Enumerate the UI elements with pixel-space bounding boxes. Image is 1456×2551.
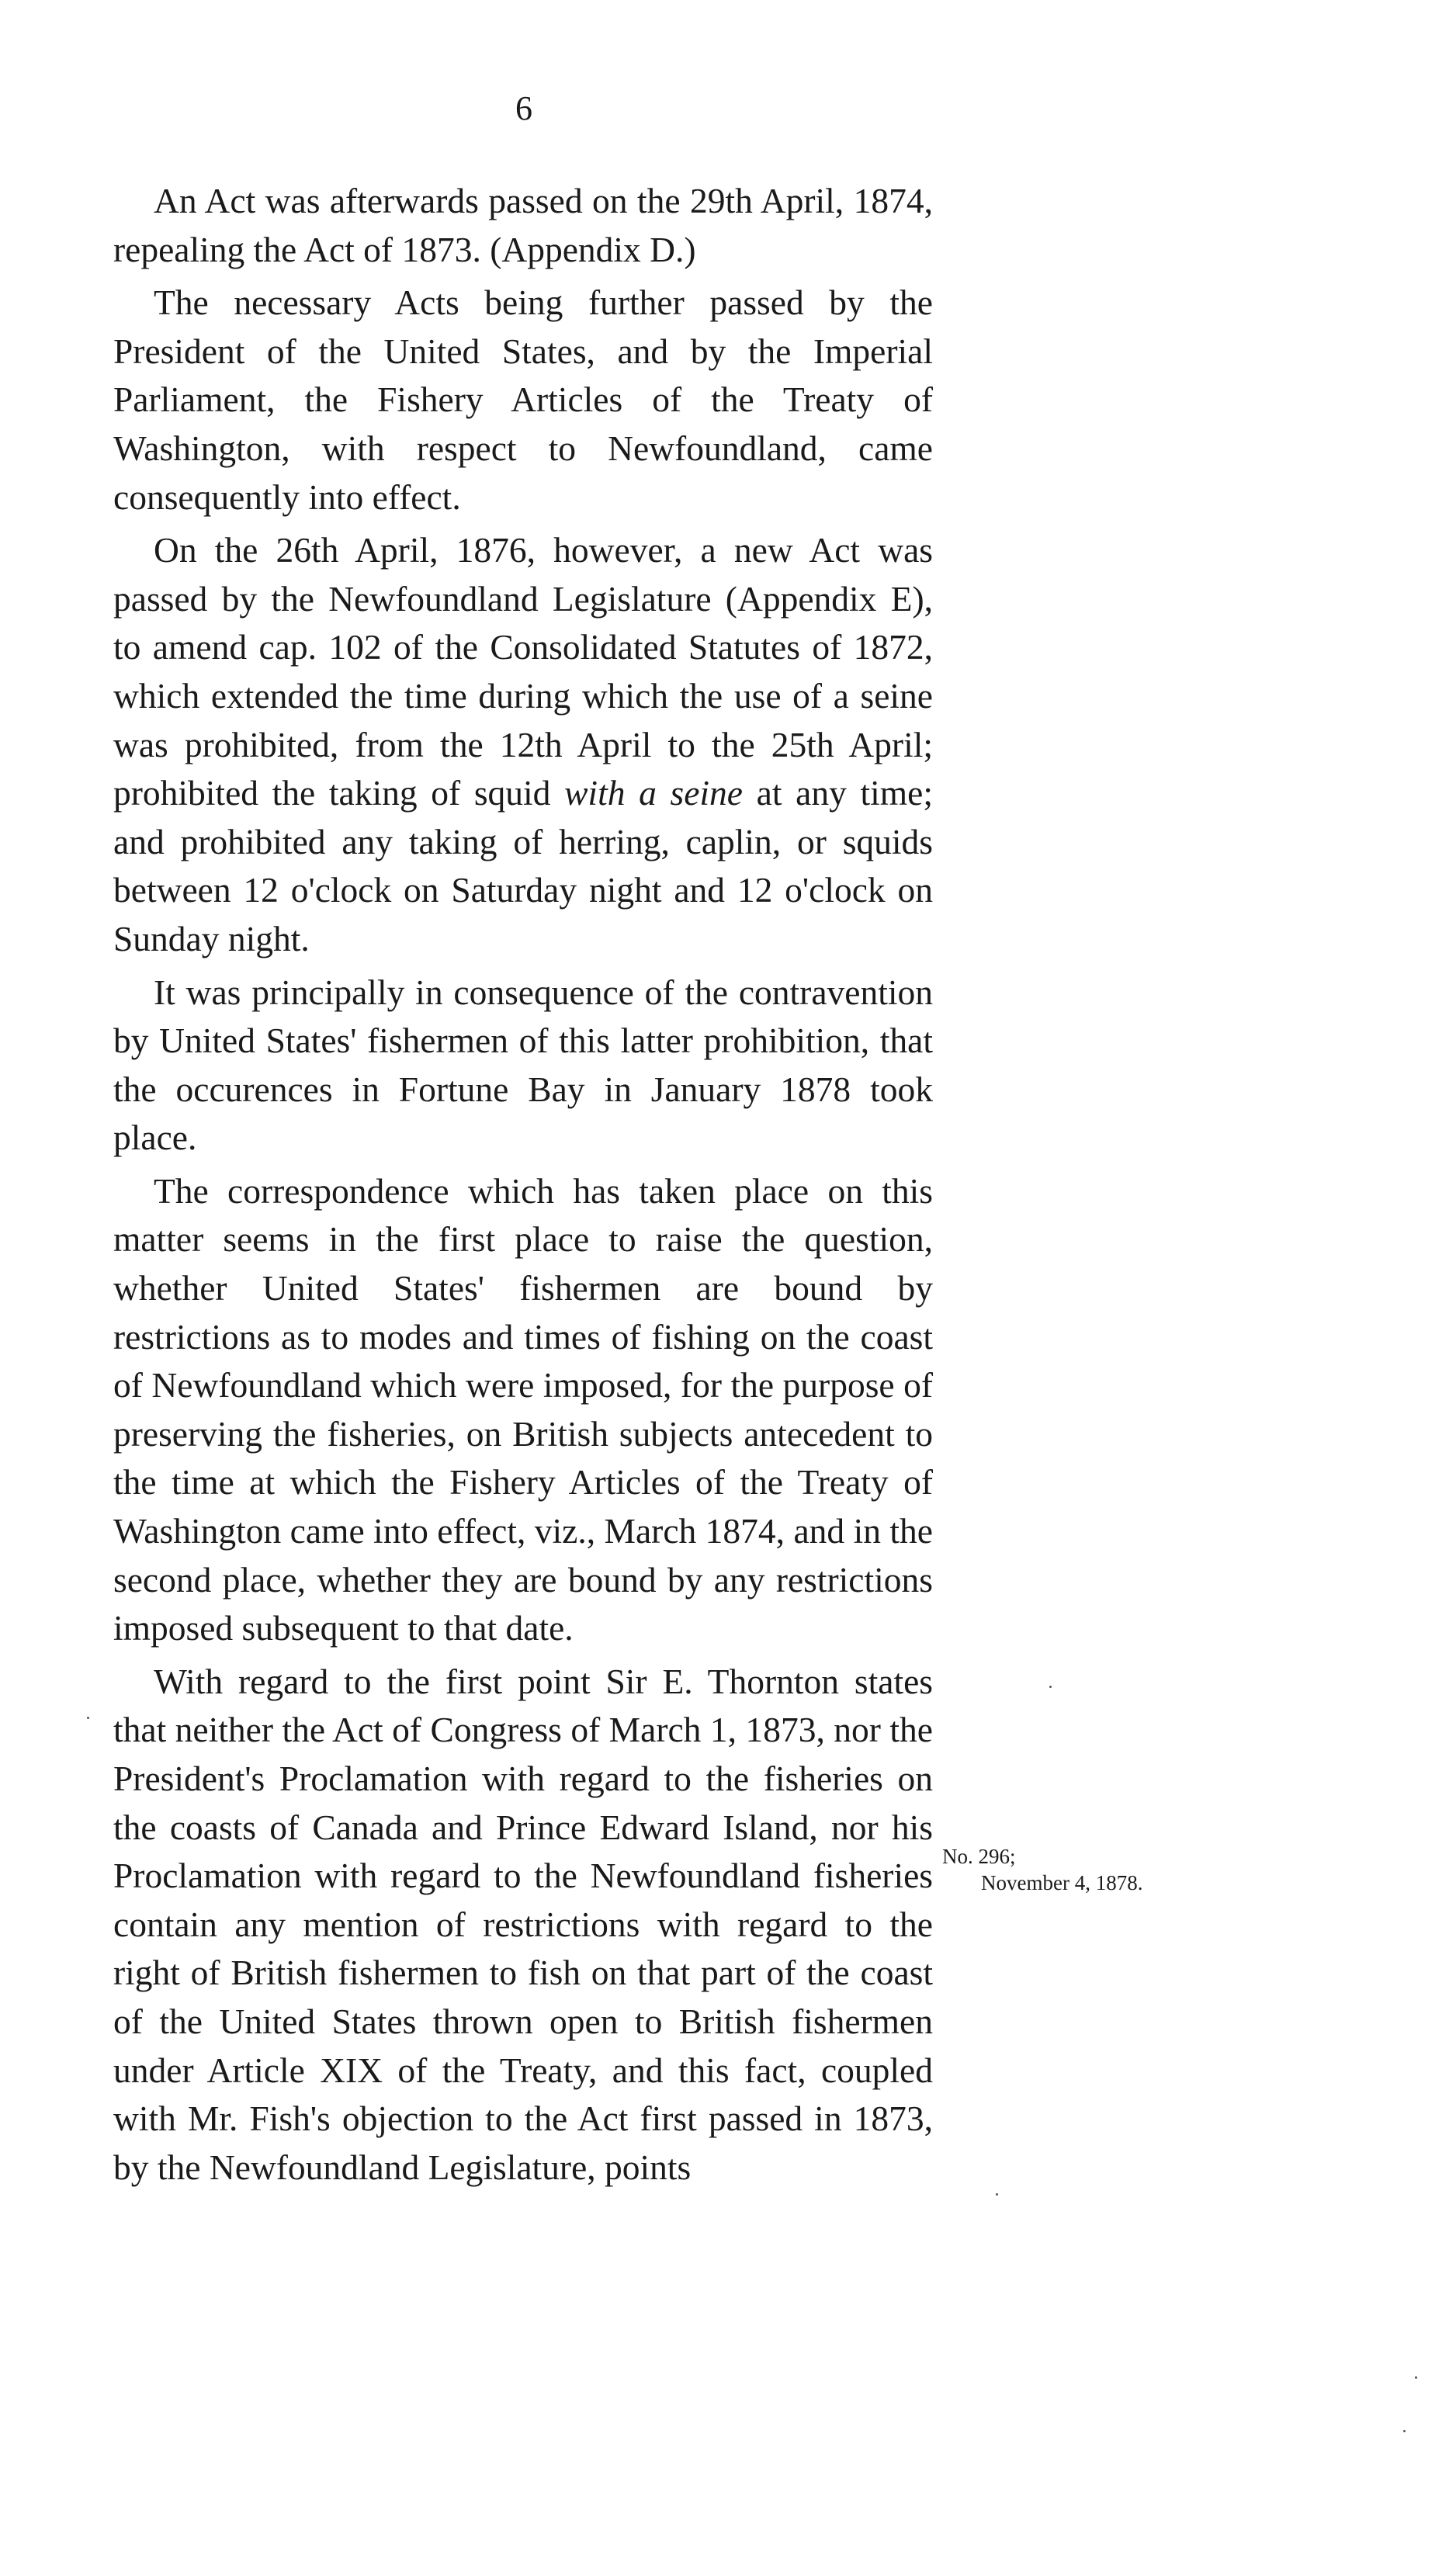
paragraph xyxy=(113,1658,933,2192)
paragraph xyxy=(113,1167,933,1653)
paragraph xyxy=(113,526,933,963)
paragraph-text: The correspondence which has taken place on this matter seems in the first place to raise the question, whether United States' fishermen are bound by restrictions as to modes and times of fishing on the coast of Newfoundland which were imposed, for the purpose of preserving the fisheries, on British subjects antecedent to the time at which the Fishery Articles of the Treaty of Washington came into effect, viz., March 1874, and in the second place, whether they are bound by any restrictions imposed subsequent to that date. xyxy=(113,1170,933,1648)
margin-note-reference: No. 296; xyxy=(942,1845,1016,1868)
scan-speck xyxy=(87,1717,89,1719)
body-text xyxy=(113,177,933,2196)
paragraph xyxy=(113,177,933,274)
paragraph xyxy=(113,279,933,522)
page-number: 6 xyxy=(515,89,532,127)
paragraph xyxy=(113,969,933,1163)
margin-note-date: November 4, 1878. xyxy=(981,1871,1143,1894)
paragraph-text: at any time; and prohibited any taking of herring, caplin, or squids between 12 o'clock on Saturday night and 12 o'clock on Sunday night. xyxy=(113,773,933,958)
paragraph-text: With regard to the first point Sir E. Thornton states that neither the Act of Congress of March 1, 1873, nor the President's Proclamation with regard to the fisheries on the coasts of Canada and Prince Edward Island, nor his Proclamation with regard to the Newfoundland fisheries contain any mention of restrictions with regard to the right of British fishermen to fish on that part of the coast of the United States thrown open to British fishermen under Article XIX of the Treaty, and this fact, coupled with Mr. Fish's objection to the Act first passed in 1873, by the Newfoundland Legislature, points xyxy=(113,1661,933,2187)
paragraph-text: It was principally in consequence of the contravention by United States' fishermen of this latter prohibition, that the occurences in Fortune Bay in January 1878 took place. xyxy=(113,972,933,1158)
italic-phrase: with a seine xyxy=(564,773,743,813)
scan-speck xyxy=(1049,1686,1052,1688)
paragraph-text: On the 26th April, 1876, however, a new Act was passed by the Newfoundland Legislature (Appendix E), to amend cap. 102 of the Consolidated Statutes of 1872, which extended the time during which the use of a seine was prohibited, from the 12th April to the 25th April; prohibited the taking of squid xyxy=(113,530,933,813)
scan-speck xyxy=(1415,2376,1417,2379)
margin-note xyxy=(942,1843,1142,1896)
scan-speck xyxy=(1403,2430,1406,2432)
paragraph-text: An Act was afterwards passed on the 29th April, 1874, repealing the Act of 1873. (Appendix D.) xyxy=(113,181,933,269)
scan-speck xyxy=(996,2193,998,2196)
paragraph-text: The necessary Acts being further passed by the President of the United States, and by the Imperial Parliament, the Fishery Articles of the Treaty of Washington, with respect to Newfoundland, came consequently into effect. xyxy=(113,282,933,517)
